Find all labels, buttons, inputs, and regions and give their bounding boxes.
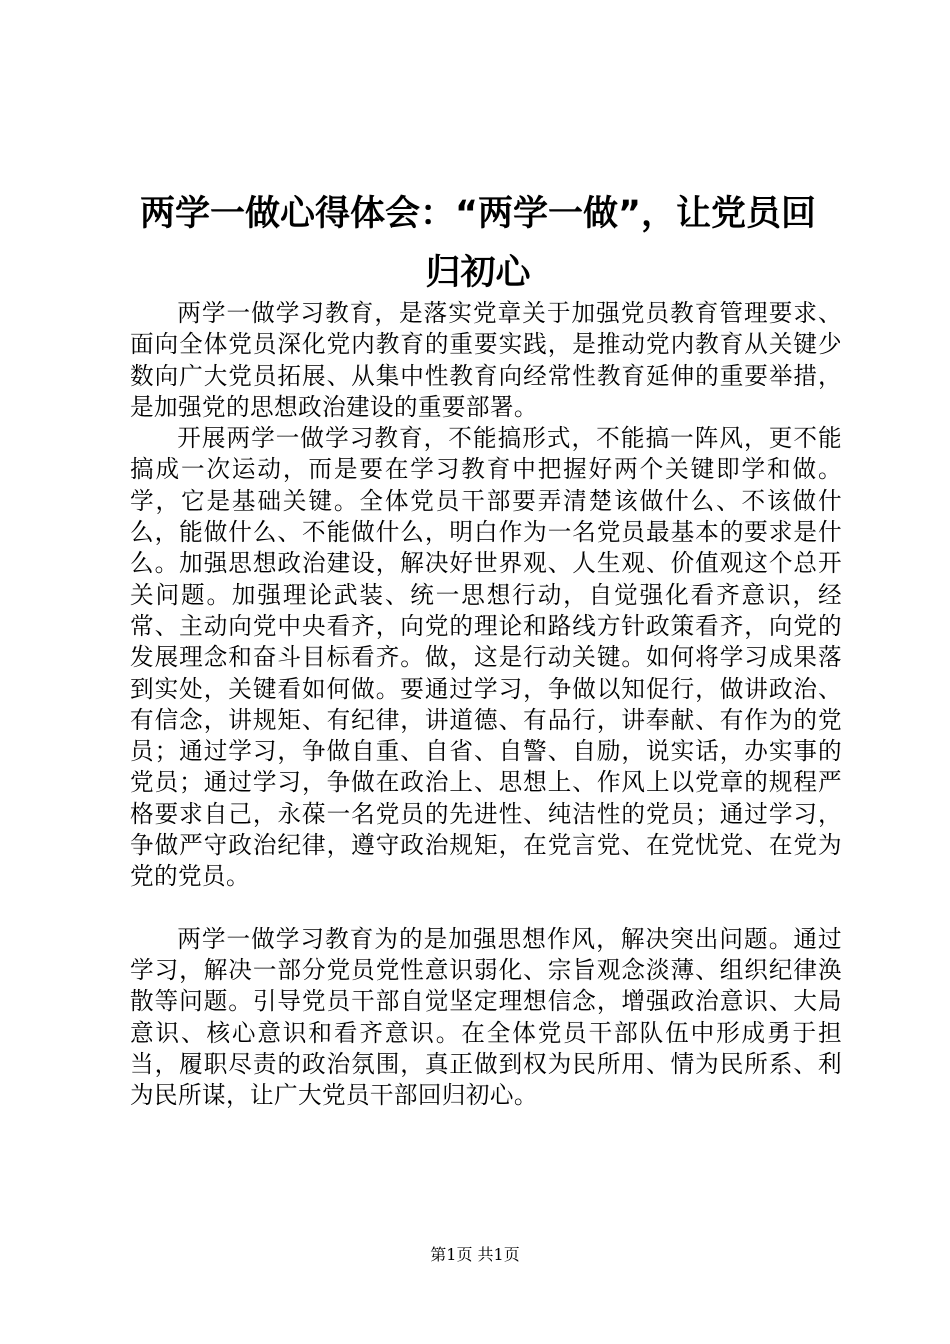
page-footer: 第1页 共1页: [430, 1245, 520, 1264]
document-title: 两学一做心得体会：“两学一做”，让党员回归初心: [139, 194, 816, 293]
document-body: [130, 298, 842, 1111]
paragraph-3: 两学一做学习教育为的是加强思想作风，解决突出问题。通过学习，解决一部分党员党性意识弱化、宗旨观念淡薄、组织纪律涣散等问题。引导党员干部自觉坚定理想信念，增强政治意识、大局意识、核心意识和看齐意识。在全体党员干部队伍中形成勇于担当，履职尽责的政治氛围，真正做到权为民所用、情为民所系、利为民所谋，让广大党员干部回归初心。: [130, 924, 842, 1110]
paragraph-1: 两学一做学习教育，是落实党章关于加强党员教育管理要求、面向全体党员深化党内教育的重要实践，是推动党内教育从关键少数向广大党员拓展、从集中性教育向经常性教育延伸的重要举措，是加强党的思想政治建设的重要部署。: [130, 299, 842, 421]
paragraph-2: 开展两学一做学习教育，不能搞形式，不能搞一阵风，更不能搞成一次运动，而是要在学习教育中把握好两个关键即学和做。学，它是基础关键。全体党员干部要弄清楚该做什么、不该做什么，能做什么、不能做什么，明白作为一名党员最基本的要求是什么。加强思想政治建设，解决好世界观、人生观、价值观这个总开关问题。加强理论武装、统一思想行动，自觉强化看齐意识，经常、主动向党中央看齐，向党的理论和路线方针政策看齐，向党的发展理念和奋斗目标看齐。做，这是行动关键。如何将学习成果落到实处，关键看如何做。要通过学习，争做以知促行，做讲政治、有信念，讲规矩、有纪律，讲道德、有品行，讲奉献、有作为的党员；通过学习，争做自重、自省、自警、自励，说实话，办实事的党员；通过学习，争做在政治上、思想上、作风上以党章的规程严格要求自己，永葆一名党员的先进性、纯洁性的党员；通过学习，争做严守政治纪律，遵守政治规矩，在党言党、在党忧党、在党为党的党员。: [130, 424, 842, 891]
